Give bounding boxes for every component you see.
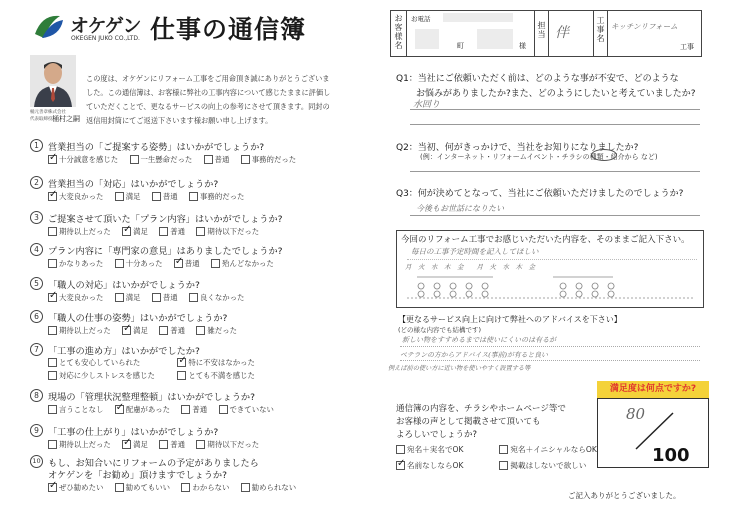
checkbox[interactable]	[122, 440, 131, 449]
option-label: 満足	[125, 192, 141, 201]
option-label: 大変良かった	[59, 192, 104, 201]
score-value: 80	[626, 405, 646, 423]
checkbox[interactable]	[181, 405, 190, 414]
option-label: 勧められない	[251, 483, 297, 492]
answer-line	[410, 171, 700, 172]
customer-label-cell	[391, 11, 407, 56]
option-label: 満足	[133, 440, 148, 449]
option-label: 満足	[125, 293, 141, 302]
checkbox[interactable]	[177, 358, 186, 367]
staff-name-cell	[549, 11, 594, 56]
question-2	[30, 176, 332, 216]
score-box[interactable]	[597, 398, 709, 468]
question-number: 7	[30, 343, 43, 356]
question-number: 9	[30, 424, 43, 437]
advice-answer-3: 例えば前の使い方に近い物を使いやすく設置する等	[388, 365, 531, 372]
option-label: 配慮があった	[125, 405, 170, 414]
checkbox[interactable]	[48, 358, 57, 367]
greeting-text: この度は、オケゲンにリフォーム工事をご用命頂き誠にありがとうございました。この通信簿は、お客様に弊社の工事内容について感じたままに評価していただくことで、更なるサービスの向上の参考にさせて頂きます。同封の返信用封筒にてご返送下さいます様お願い申し上げます。	[86, 74, 331, 125]
survey-q1: Q1：当社にご依頼いただく前は、どのような事が不安で、どのような	[396, 74, 679, 84]
option-label: 大変良かった	[59, 293, 104, 302]
comment-schedule: 月 火 水 木 金 月 火 水 木 金	[405, 263, 535, 271]
question-1	[30, 139, 332, 179]
question-number: 3	[30, 211, 43, 224]
question-text: 現場の「管理状況整理整頓」はいかがでしょうか?	[48, 392, 256, 403]
answer-q1: 水回り	[413, 100, 441, 110]
project-name-cell	[608, 11, 701, 56]
staff-label: 担当	[537, 21, 546, 39]
survey-q1-line2: お悩みがありましたか?また、どのようにしたいと考えていましたか?	[416, 89, 696, 99]
comment-prompt: 今回のリフォーム工事でお感じいただいた内容を、そのままご記入下さい。	[401, 235, 690, 245]
checkbox[interactable]	[115, 293, 124, 302]
question-number: 4	[30, 243, 43, 256]
survey-q2-example: (例：インターネット・リフォームイベント・チラシの種類・紹介から など)	[420, 153, 658, 161]
question-options	[48, 357, 264, 369]
option-label: 対応に少しストレスを感じた	[59, 371, 155, 380]
checkbox[interactable]	[499, 461, 508, 470]
publish-question-3: よろしいでしょうか?	[396, 430, 478, 440]
comment-answer: 毎日の工事予定時間を記入してほしい	[411, 247, 539, 256]
project-label: 工事名	[596, 16, 605, 43]
brand-subtitle: OKEGEN JUKO CO.,LTD.	[71, 35, 140, 42]
checkbox[interactable]	[211, 259, 220, 268]
staff-name: 伴	[555, 25, 569, 41]
checkbox[interactable]	[196, 227, 205, 236]
score-max: 100	[652, 445, 690, 466]
option-label: 満足	[133, 227, 148, 236]
checkbox[interactable]	[122, 326, 131, 335]
option-label: 期待以上だった	[59, 227, 111, 236]
option-label: 普通	[170, 227, 186, 236]
address-redacted	[415, 29, 439, 49]
checkbox[interactable]	[241, 155, 250, 164]
checkbox[interactable]	[177, 371, 186, 380]
checkbox[interactable]	[48, 192, 57, 201]
question-10	[30, 455, 332, 505]
checkbox[interactable]	[48, 227, 57, 236]
question-text: 営業担当の「ご提案する姿勢」はいかがでしょうか?	[48, 142, 265, 153]
question-options	[48, 191, 253, 203]
thanks-footer: ご記入ありがとうございました。	[568, 491, 681, 500]
checkbox[interactable]	[130, 155, 139, 164]
page-title: 仕事の通信簿	[150, 15, 307, 44]
project-label-cell	[594, 11, 608, 56]
question-options	[48, 226, 268, 238]
checkbox[interactable]	[115, 192, 124, 201]
checkbox[interactable]	[152, 293, 161, 302]
advice-line	[400, 360, 700, 361]
president-company: 桶元善章株式会社	[30, 110, 66, 115]
checkbox[interactable]	[48, 483, 57, 492]
option-label: 特に不安はなかった	[188, 358, 255, 367]
checkbox[interactable]	[499, 445, 508, 454]
question-text: 「工事の進め方」はいかがでしたか?	[48, 346, 200, 357]
option-label: 雑だった	[207, 326, 237, 335]
question-options	[48, 154, 305, 166]
checkbox[interactable]	[48, 440, 57, 449]
president-name: 桶村之嗣	[52, 115, 80, 123]
question-text: 「工事の仕上がり」はいかがでしょうか?	[48, 427, 219, 438]
customer-header-box	[390, 10, 702, 57]
publish-option-label: 宛名＋イニシャルならOK	[510, 445, 597, 454]
question-options	[48, 370, 264, 382]
publish-option-label: 掲載はしないで欲しい	[510, 461, 587, 470]
option-label: 普通	[162, 192, 178, 201]
option-label: 普通	[170, 440, 186, 449]
option-label: 普通	[214, 155, 230, 164]
comment-line	[407, 259, 697, 260]
survey-q2: Q2：当初、何がきっかけで、当社をお知りになりましたか?	[396, 143, 639, 153]
answer-line	[410, 109, 700, 110]
question-text: プラン内容に「専門家の意見」はありましたでしょうか?	[48, 246, 283, 257]
checkbox[interactable]	[196, 326, 205, 335]
option-label: 勧めてもいい	[125, 483, 171, 492]
checkbox[interactable]	[219, 405, 228, 414]
customer-label: お客様名	[394, 14, 403, 50]
option-label: 十分誠意を感じた	[59, 155, 119, 164]
president-photo	[30, 55, 76, 107]
advice-subtitle: (どの様な内容でも結構です)	[398, 326, 482, 334]
option-label: できていない	[229, 405, 274, 414]
publish-options-row1	[396, 444, 606, 456]
option-label: 事務的だった	[200, 192, 245, 201]
question-text: もし、お知合いにリフォームの予定がありましたら	[48, 458, 259, 469]
brand-name: オケゲン	[70, 15, 141, 37]
checkbox[interactable]	[48, 326, 57, 335]
option-label: わからない	[192, 483, 230, 492]
option-label: かなりあった	[59, 259, 104, 268]
checkbox[interactable]	[48, 155, 57, 164]
advice-section[interactable]	[388, 312, 704, 390]
question-number: 8	[30, 389, 43, 402]
checkbox[interactable]	[115, 483, 124, 492]
question-options	[48, 292, 253, 304]
question-number: 1	[30, 139, 43, 152]
option-label: 良くなかった	[200, 293, 245, 302]
option-label: 十分あった	[125, 259, 163, 268]
option-label: とても不満を感じた	[188, 371, 255, 380]
advice-answer-1: 新しい物をすすめるまでは使いにくいのは有るが	[402, 336, 557, 344]
publish-question-1: 通信簿の内容を、チラシやホームページ等で	[396, 404, 566, 414]
question-text-line2: オケゲンを「お勧め」頂けますでしょうか?	[48, 470, 227, 481]
checkbox[interactable]	[115, 259, 124, 268]
option-label: 一生懸命だった	[140, 155, 193, 164]
question-number: 10	[30, 455, 43, 468]
question-options	[48, 258, 283, 270]
checkbox[interactable]	[189, 293, 198, 302]
question-text: 「職人の対応」はいかがでしょうか?	[48, 280, 200, 291]
checkbox[interactable]	[396, 445, 405, 454]
checkbox[interactable]	[122, 227, 131, 236]
survey-q3: Q3：何が決めてとなって、当社にご依頼いただけましたのでしょうか?	[396, 189, 684, 199]
score-title: 満足度は何点ですか?	[597, 381, 709, 398]
project-suffix: 工事	[680, 43, 694, 51]
schedule-sketch-icon	[403, 271, 699, 301]
okegen-logo-icon	[32, 12, 66, 42]
staff-label-cell	[535, 11, 549, 56]
name-redacted	[477, 29, 513, 49]
option-label: 普通	[192, 405, 208, 414]
phone-label: お電話	[411, 15, 431, 23]
advice-answer-2: ベテランの方からアドバイス(事前)が有ると良い	[400, 351, 548, 359]
checkbox[interactable]	[159, 227, 168, 236]
option-label: 殆んどなかった	[222, 259, 274, 268]
sama-label: 様	[519, 42, 526, 50]
phone-redacted	[443, 13, 513, 22]
checkbox[interactable]	[396, 461, 405, 470]
question-number: 5	[30, 277, 43, 290]
checkbox[interactable]	[204, 155, 213, 164]
option-label: 期待以上だった	[59, 326, 111, 335]
checkbox[interactable]	[189, 192, 198, 201]
checkbox[interactable]	[48, 293, 57, 302]
checkbox[interactable]	[48, 371, 57, 380]
option-label: 普通	[170, 326, 186, 335]
question-options	[48, 482, 305, 494]
checkbox[interactable]	[159, 440, 168, 449]
option-label: 満足	[133, 326, 148, 335]
town-label: 町	[457, 42, 464, 50]
checkbox[interactable]	[174, 259, 183, 268]
customer-name-cell	[407, 11, 535, 56]
question-text: ご提案させて頂いた「プラン内容」はいかがでしょうか?	[48, 214, 283, 225]
option-label: 言うことなし	[59, 405, 104, 414]
question-number: 2	[30, 176, 43, 189]
option-label: とても安心していられた	[59, 358, 141, 367]
checkbox[interactable]	[152, 192, 161, 201]
option-label: 期待以下だった	[207, 440, 260, 449]
question-text: 営業担当の「対応」はいかがでしょうか?	[48, 179, 219, 190]
project-name: キッチンリフォーム	[611, 22, 678, 31]
checkbox[interactable]	[241, 483, 250, 492]
checkbox[interactable]	[48, 259, 57, 268]
question-number: 6	[30, 310, 43, 323]
option-label: 事務的だった	[251, 155, 297, 164]
question-8	[30, 389, 332, 429]
publish-option-label: 宛名＋実名でOK	[407, 445, 464, 454]
question-options	[48, 439, 268, 451]
answer-q3: 今後もお世話になりたい	[416, 204, 504, 213]
checkbox[interactable]	[196, 440, 205, 449]
advice-title: 【更なるサービス向上に向けて弊社へのアドバイスを下さい】	[398, 315, 622, 324]
comment-box[interactable]	[396, 230, 704, 308]
checkbox[interactable]	[181, 483, 190, 492]
q2-circle-mark	[591, 149, 617, 161]
question-options	[48, 325, 246, 337]
answer-line	[410, 215, 700, 216]
question-text: 「職人の仕事の姿勢」はいかがでしょうか?	[48, 313, 228, 324]
option-label: 期待以下だった	[207, 227, 260, 236]
checkbox[interactable]	[159, 326, 168, 335]
publish-options-row2	[396, 460, 595, 472]
publish-question-2: お客様の声として掲載させて頂いても	[396, 417, 541, 427]
option-label: 普通	[184, 259, 200, 268]
option-label: ぜひ勧めたい	[59, 483, 104, 492]
advice-line	[400, 346, 700, 347]
question-options	[48, 404, 283, 416]
question-7	[30, 343, 332, 389]
president-role: 代表取締役	[30, 117, 53, 122]
option-label: 普通	[162, 293, 178, 302]
publish-option-label: 名前なしならOK	[407, 461, 464, 470]
answer-line	[410, 124, 700, 125]
checkbox[interactable]	[48, 405, 57, 414]
checkbox[interactable]	[115, 405, 124, 414]
option-label: 期待以上だった	[59, 440, 111, 449]
